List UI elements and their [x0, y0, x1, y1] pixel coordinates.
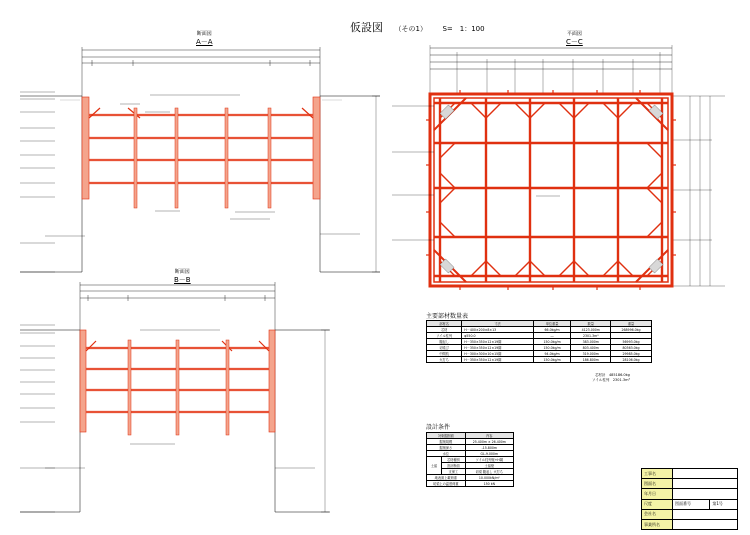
title-block-label: 図面名 — [642, 479, 673, 489]
materials-header-weight: 重量 — [611, 321, 652, 327]
table-cell: 56993.0kg — [611, 339, 652, 345]
title-block-value — [673, 509, 738, 519]
title-block — [641, 468, 738, 530]
materials-table — [426, 320, 652, 363]
table-cell: 383.000m — [571, 339, 611, 345]
table-cell: 2301.3m³ — [571, 333, 611, 339]
title-block-row — [642, 489, 738, 499]
table-row — [427, 357, 652, 363]
table-cell: 268996.0kg — [611, 327, 652, 333]
table-cell: 中間杭 — [427, 351, 462, 357]
plan-cc-drawing — [392, 45, 725, 290]
title-block-row — [642, 519, 738, 529]
table-cell: 切梁ぴ — [427, 345, 462, 351]
table-cell: H－350×350×12×19鋼 — [462, 345, 533, 351]
table-cell: 28106.0kg — [611, 357, 652, 363]
table-cell: φ550.0 — [462, 333, 533, 339]
table-cell: 切梁上の温度荷重 — [427, 481, 466, 487]
table-cell: 設計断面 — [442, 463, 466, 469]
table-cell: ソイル柱列壁+H鋼 — [465, 457, 513, 463]
materials-header-name: 部材名 — [427, 321, 462, 327]
table-cell: -15.800m — [465, 445, 513, 451]
table-cell: 150.0kg/m — [533, 357, 571, 363]
materials-title: 主要部材数量表 — [426, 313, 469, 320]
table-cell: 土留壁 — [465, 463, 513, 469]
view-title-sec-aa-sub: A－A — [196, 38, 213, 46]
table-cell: 腹起し — [427, 339, 462, 345]
title-block-dwg-label: 図面番号 — [673, 499, 710, 509]
table-cell: 水位 — [427, 451, 466, 457]
materials-soil-label: ソイル柱列 — [592, 378, 610, 382]
table-cell: 186.800m — [571, 357, 611, 363]
view-title-sec-aa-name: 断面図 — [196, 31, 212, 37]
drawing-title-name: 仮設図 — [350, 21, 383, 34]
title-block-value — [673, 489, 738, 499]
view-title-sec-bb-name: 断面図 — [174, 269, 190, 275]
design-table — [426, 432, 514, 487]
table-cell: H－350×350×12×19鋼 — [462, 339, 533, 345]
materials-soil-value: 2301.3m³ — [612, 378, 630, 382]
title-block-label: 尺度 — [642, 499, 673, 509]
materials-total-value: 485186.0kg — [608, 373, 630, 377]
title-block-value — [673, 519, 738, 529]
table-cell: 66.0kg/m — [533, 327, 571, 333]
table-cell: ソイル柱列 — [427, 333, 462, 339]
table-cell: 支保工 — [442, 469, 466, 475]
materials-header-qty: 数量 — [571, 321, 611, 327]
table-row — [427, 481, 514, 487]
table-cell: 掘削規模 — [427, 439, 466, 445]
title-block-label: 事業所名 — [642, 519, 673, 529]
materials-totals — [592, 373, 630, 383]
title-block-row — [642, 469, 738, 479]
materials-header-unitweight: 単位重量 — [533, 321, 571, 327]
view-title-sec-bb-sub: B－B — [174, 276, 191, 284]
design-title: 設計条件 — [426, 424, 451, 431]
table-cell: H－400×200×8×13 — [462, 327, 533, 333]
title-block-value — [673, 479, 738, 489]
table-cell: H－300×300×10×15鋼 — [462, 351, 533, 357]
section-aa-drawing — [20, 47, 380, 272]
table-cell: 80363.0kg — [611, 345, 652, 351]
table-cell: 火打ち — [427, 357, 462, 363]
table-cell: 4123.000m — [571, 327, 611, 333]
title-block-value — [673, 469, 738, 479]
table-cell: 掘削深さ — [427, 445, 466, 451]
view-title-plan-cc-sub: C－C — [566, 38, 583, 46]
table-cell: 150.0kg/m — [533, 345, 571, 351]
drawing-title-part: （その1） — [394, 25, 427, 33]
materials-total-label: 芯材計 — [594, 373, 606, 377]
title-block-row — [642, 499, 738, 509]
materials-soil-row — [592, 378, 630, 383]
table-cell: 25.400m × 26.400m — [465, 439, 513, 445]
section-bb-drawing — [20, 282, 330, 512]
table-cell: 土留 — [427, 457, 442, 475]
title-block-label: 年月日 — [642, 489, 673, 499]
table-cell: GL-9.000m — [465, 451, 513, 457]
table-cell: 803.400m — [571, 345, 611, 351]
title-block-row — [642, 479, 738, 489]
table-cell: 10.000kN/m² — [465, 475, 513, 481]
table-cell: 切梁 腹起し 火打ち — [465, 469, 513, 475]
view-title-plan-cc-name: 平面図 — [566, 31, 582, 37]
table-cell: 150.0kg/m — [533, 339, 571, 345]
drawing-title-scale: S= 1：100 — [442, 25, 485, 33]
table-cell: 150 kN — [465, 481, 513, 487]
design-header-target: 対象掘削面 — [427, 433, 466, 439]
table-cell: 319.000m — [571, 351, 611, 357]
table-cell: 芯材 — [427, 327, 462, 333]
table-cell: ― — [533, 333, 571, 339]
table-cell: 地表面上載荷重 — [427, 475, 466, 481]
design-header-content: 内容 — [465, 433, 513, 439]
table-cell: 94.0kg/m — [533, 351, 571, 357]
title-block-row — [642, 509, 738, 519]
title-block-dwg-value: 第1号 — [710, 499, 738, 509]
table-cell: 29985.0kg — [611, 351, 652, 357]
materials-header-size: 寸法 — [462, 321, 533, 327]
title-block-label: 会社名 — [642, 509, 673, 519]
table-cell: 芯材種別 — [442, 457, 466, 463]
table-cell: H－350×350×12×19鋼 — [462, 357, 533, 363]
title-block-label: 工事名 — [642, 469, 673, 479]
